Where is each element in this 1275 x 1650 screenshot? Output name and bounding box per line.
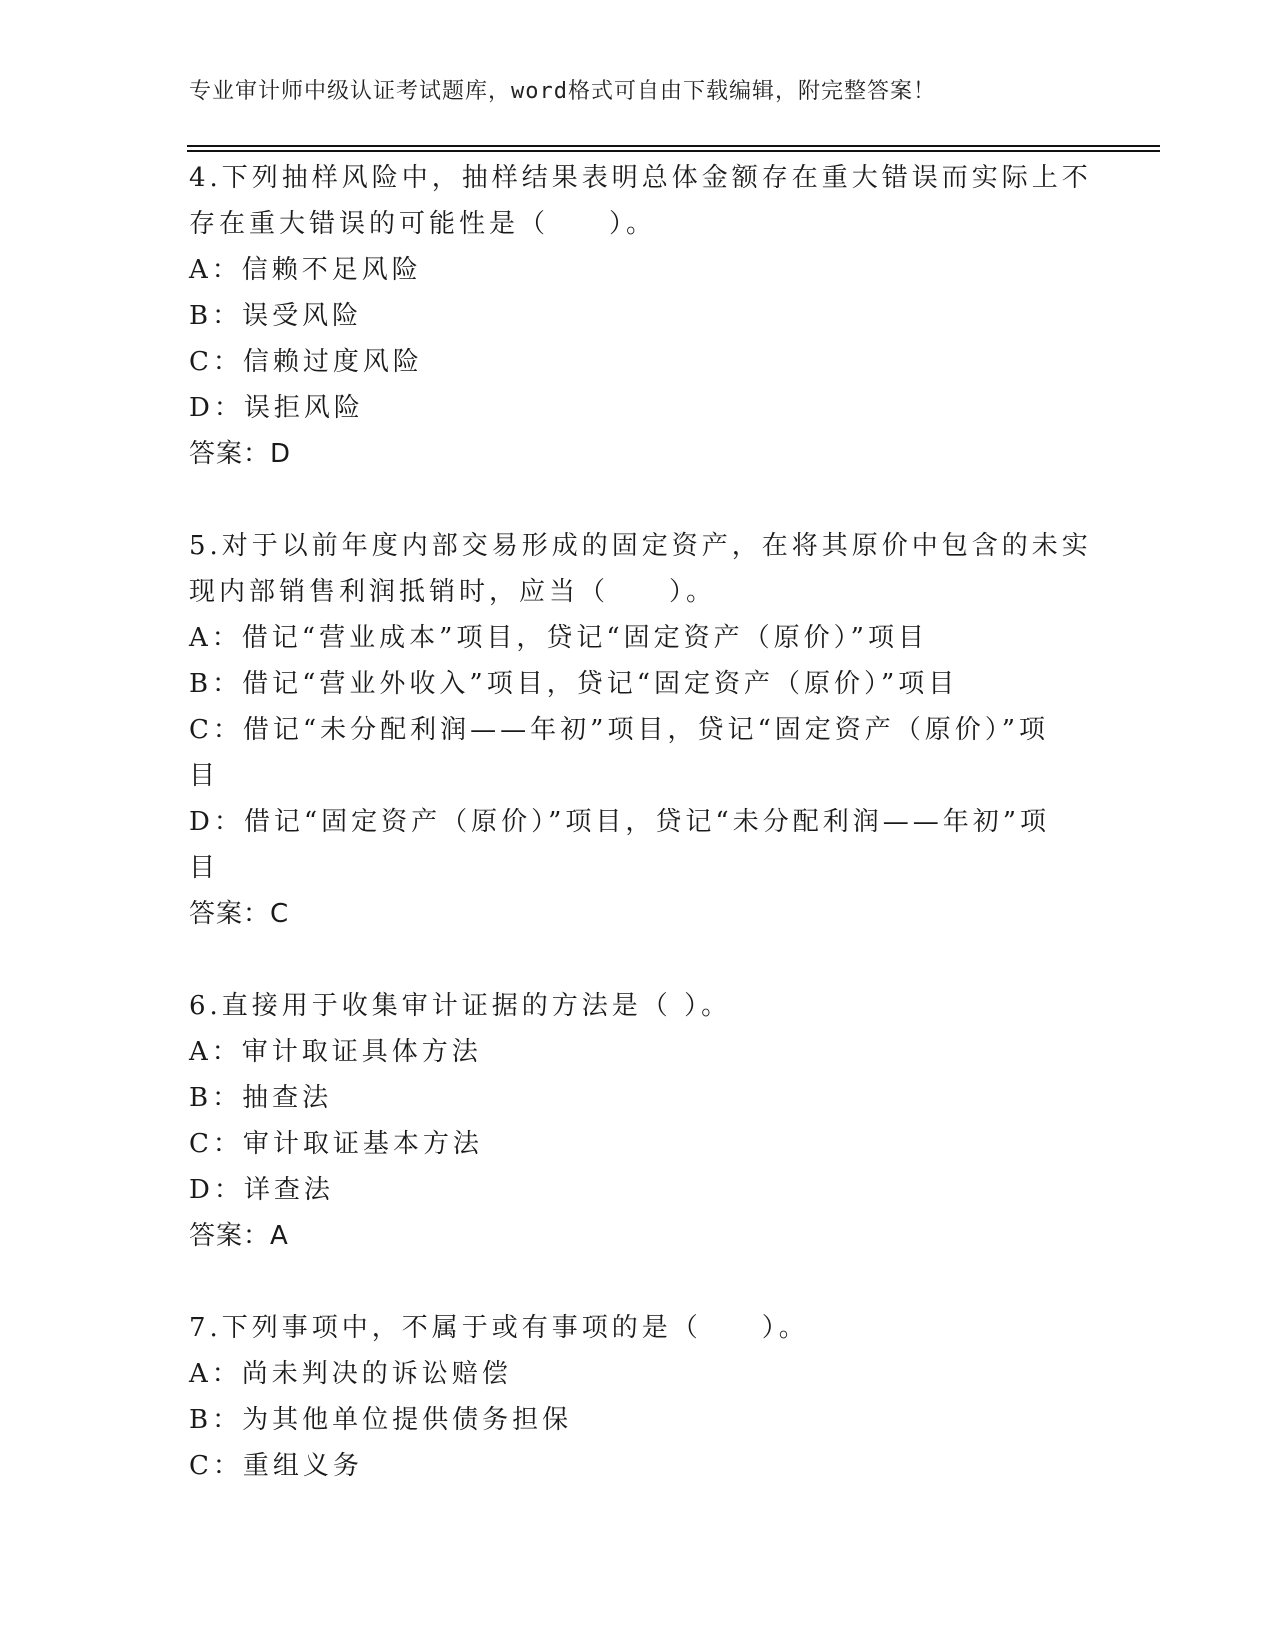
question-block	[189, 1305, 1089, 1489]
option-text: D：误拒风险	[189, 393, 364, 423]
option-text: D：借记“固定资产（原价）”项目，贷记“未分配利润——年初”项	[189, 807, 1051, 837]
question-text: 存在重大错误的可能性是（ ）。	[189, 209, 657, 239]
option-text: 目	[189, 853, 220, 883]
option-text: B：抽查法	[189, 1083, 333, 1113]
option-text: C：借记“未分配利润——年初”项目，贷记“固定资产（原价）”项	[189, 715, 1050, 745]
question-text: 现内部销售利润抵销时，应当（ ）。	[189, 577, 717, 607]
question-text: 5.对于以前年度内部交易形成的固定资产，在将其原价中包含的未实	[189, 531, 1092, 561]
answer-text: 答案：D	[189, 439, 292, 469]
header-rule-top	[187, 145, 1160, 147]
option-text: B：为其他单位提供债务担保	[189, 1405, 573, 1435]
option-text: C：审计取证基本方法	[189, 1129, 483, 1159]
option-text: A：借记“营业成本”项目，贷记“固定资产（原价）”项目	[189, 623, 928, 653]
header-rule-bottom	[187, 150, 1160, 152]
question-block	[189, 523, 1092, 937]
option-text: C：重组义务	[189, 1451, 363, 1481]
question-list	[189, 155, 1092, 1489]
question-text: 6.直接用于收集审计证据的方法是（ ）。	[189, 991, 732, 1021]
option-text: B：误受风险	[189, 301, 363, 331]
question-text: 7.下列事项中，不属于或有事项的是（ ）。	[189, 1313, 809, 1343]
option-text: B：借记“营业外收入”项目，贷记“固定资产（原价）”项目	[189, 669, 959, 699]
answer-text: 答案：C	[189, 899, 290, 929]
question-block	[189, 155, 1092, 477]
option-text: A：尚未判决的诉讼赔偿	[189, 1359, 512, 1389]
option-text: D：详查法	[189, 1175, 334, 1205]
question-text: 4.下列抽样风险中，抽样结果表明总体金额存在重大错误而实际上不	[189, 163, 1092, 193]
answer-text: 答案：A	[189, 1221, 289, 1251]
page-header: 专业审计师中级认证考试题库，word格式可自由下载编辑，附完整答案！	[189, 79, 936, 104]
question-spacer	[189, 477, 1089, 523]
option-text: A：审计取证具体方法	[189, 1037, 482, 1067]
option-text: C：信赖过度风险	[189, 347, 423, 377]
question-spacer	[189, 937, 1089, 983]
question-spacer	[189, 1259, 1089, 1305]
question-block	[189, 983, 1089, 1259]
option-text: 目	[189, 761, 220, 791]
option-text: A：信赖不足风险	[189, 255, 422, 285]
